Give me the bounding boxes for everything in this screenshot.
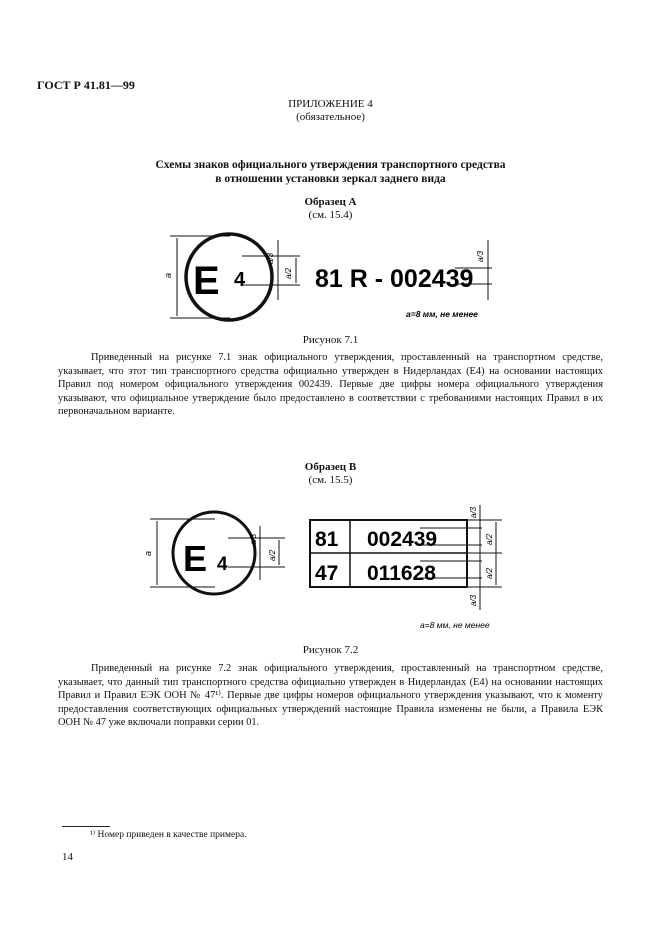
table-reg-1: 81: [315, 528, 339, 551]
dim-label-a3: a/3: [266, 252, 275, 264]
sample-a-title: Образец A: [304, 196, 357, 208]
approval-number-text: 81 R - 002439: [315, 265, 474, 293]
dim-label-a-b: a: [143, 550, 153, 556]
dim-label-a: a: [163, 272, 173, 278]
dim-label-a2-bottom: a/2: [485, 567, 494, 579]
dim-label-a3-right: a/3: [476, 250, 485, 262]
document-standard-header: ГОСТ Р 41.81—99: [37, 78, 135, 92]
appendix-status: (обязательное): [296, 111, 365, 123]
mark-letter-e: E: [193, 259, 220, 303]
mark-country-number-b: 4: [217, 554, 228, 575]
figure-7-1-caption: Рисунок 7.1: [302, 334, 359, 346]
paragraph-figure-7-1: Приведенный на рисунке 7.1 знак официального утверждения, проставленный на транспортном средстве, указывает, что этот тип транспортного средства официально утвержден в Нидерландах (E4) на основании настоящих Правил под номером официального утверждения 002439. Первые две цифры номера официального утверждения указывают, что официальное утверждение было предоставлено в соответствии с требованиями настоящих Правил в их первоначальном варианте.: [58, 352, 603, 417]
paragraph-figure-7-2: Приведенный на рисунке 7.2 знак официального утверждения, проставленный на транспортном средстве, указывает, что данный тип транспортного средства официально утвержден в Нидерландах (E4) на основании настоящих Правил и Правил ЕЭК ООН № 47¹⁾. Первые две цифры номеров официального утверждения указывают, что к моменту предоставления соответствующих официальных утверждений настоящие Правила изменены не были, а Правила ЕЭК ООН № 47 уже включали поправки серии 01.: [58, 663, 603, 728]
appendix-title: ПРИЛОЖЕНИЕ 4: [288, 98, 373, 110]
dim-label-a3-b: a/3: [249, 533, 258, 545]
section-heading-line1: Схемы знаков официального утверждения транспортного средства: [155, 159, 506, 171]
dim-label-a2-b: a/2: [268, 549, 277, 561]
table-number-1: 002439: [367, 528, 438, 551]
section-heading-line2: в отношении установки зеркал заднего вида: [215, 173, 446, 185]
footnote: ¹⁾ Номер приведен в качестве примера.: [90, 830, 247, 840]
dim-label-a3-top: a/3: [469, 506, 478, 518]
dim-label-a2-top: a/2: [485, 533, 494, 545]
figure-7-2-caption: Рисунок 7.2: [302, 644, 359, 656]
sample-b-title: Образец B: [304, 461, 357, 473]
dim-label-a3-bottom: a/3: [469, 594, 478, 606]
min-size-note: a=8 мм, не менее: [406, 309, 478, 319]
sample-a-ref: (см. 15.4): [308, 209, 353, 221]
page-number: 14: [62, 851, 73, 863]
dim-label-a2: a/2: [284, 267, 293, 279]
sample-b-ref: (см. 15.5): [308, 474, 353, 486]
min-size-note-b: a=8 мм, не менее: [420, 620, 490, 630]
mark-country-number: 4: [234, 269, 246, 291]
footnote-divider: [62, 826, 110, 827]
table-number-2: 011628: [367, 562, 436, 585]
table-reg-2: 47: [315, 562, 339, 585]
mark-letter-e-b: E: [183, 538, 208, 579]
